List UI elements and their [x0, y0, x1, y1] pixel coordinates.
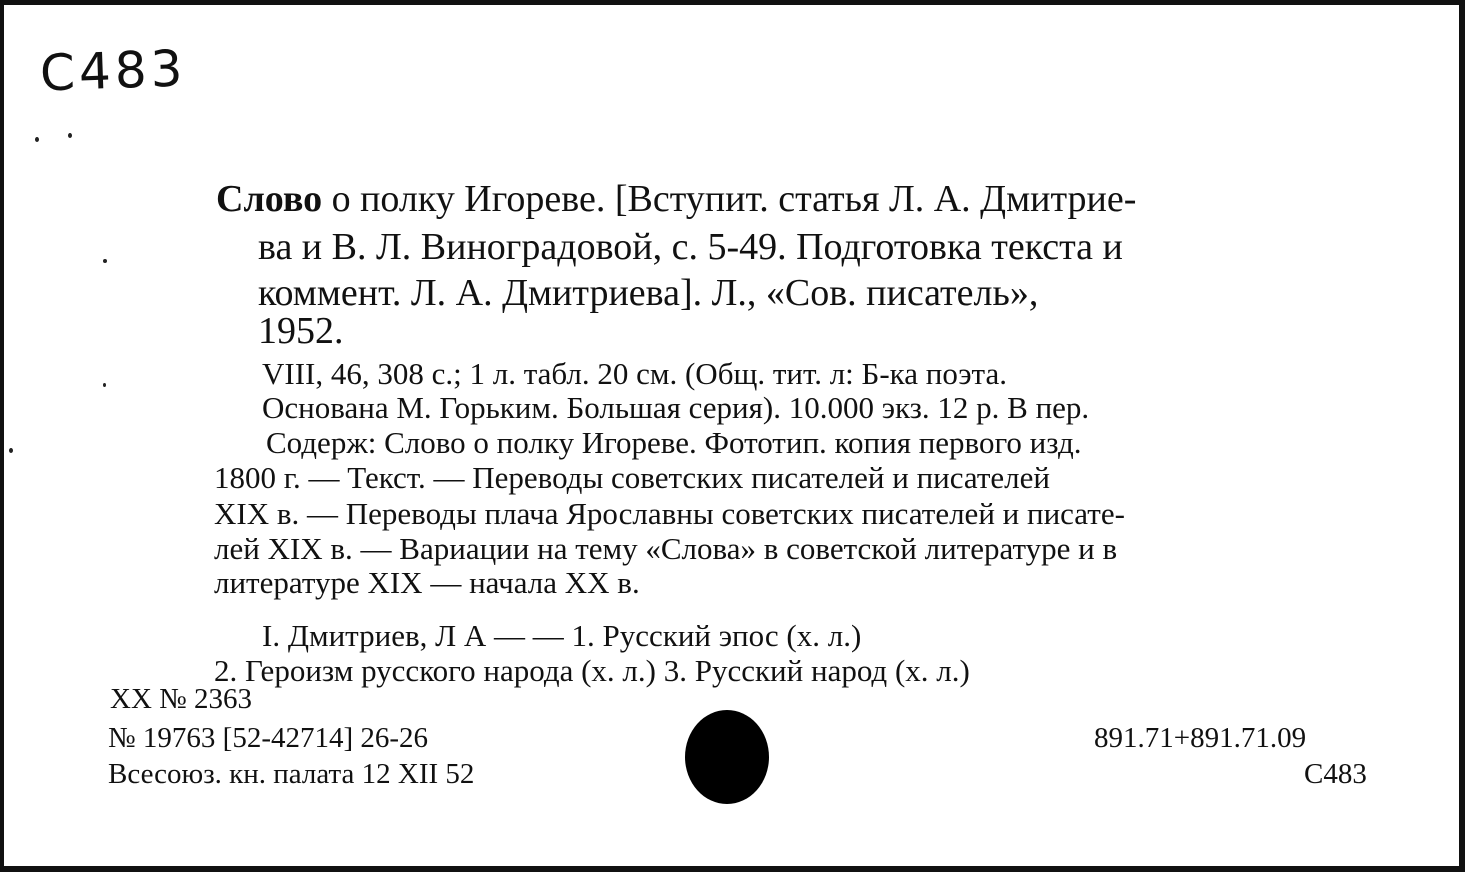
contents-line-2: 1800 г. — Текст. — Переводы советских писателей и писателей — [214, 460, 1050, 495]
contents-line-1: Содерж: Слово о полку Игореве. Фототип. копия первого изд. — [266, 425, 1082, 460]
classification-index: 891.71+891.71.09 — [1094, 722, 1307, 754]
handwritten-call-number: С483 — [39, 39, 188, 103]
punch-hole — [685, 710, 769, 804]
shelf-mark: С483 — [1304, 758, 1367, 790]
entry-line-4: 1952. — [258, 310, 344, 352]
contents-line-5: литературе XIX — начала XX в. — [214, 565, 640, 600]
entry-line-3: коммент. Л. А. Дмитриева]. Л., «Сов. писатель», — [258, 272, 1039, 314]
contents-line-4: лей XIX в. — Вариации на тему «Слова» в советской литературе и в — [214, 531, 1118, 566]
speck — [103, 383, 106, 387]
entry-line-2: ва и В. Л. Виноградовой, с. 5-49. Подготовка текста и — [258, 226, 1123, 268]
footer-chamber-date: Всесоюз. кн. палата 12 XII 52 — [108, 758, 475, 790]
card-border-left — [0, 0, 4, 872]
speck — [35, 137, 39, 142]
speck — [9, 448, 13, 453]
card-border-bottom — [0, 866, 1465, 872]
physical-line-1: VIII, 46, 308 с.; 1 л. табл. 20 см. (Общ. тит. л: Б-ка поэта. — [262, 356, 1007, 391]
tracings-line-1: I. Дмитриев, Л А — — 1. Русский эпос (х. л.) — [262, 618, 862, 653]
contents-line-3: XIX в. — Переводы плача Ярославны советских писателей и писате- — [214, 496, 1125, 531]
footer-series-number: XX № 2363 — [110, 683, 253, 715]
card-border-right — [1459, 0, 1465, 872]
entry-line-1 — [216, 180, 1136, 218]
speck — [68, 133, 72, 138]
entry-title-word: Слово — [216, 178, 323, 220]
entry-line-1-rest: о полку Игореве. [Вступит. статья Л. А. Дмитрие- — [322, 178, 1137, 220]
footer-card-number: № 19763 [52-42714] 26-26 — [108, 722, 429, 754]
speck — [103, 259, 107, 263]
tracings-line-2: 2. Героизм русского народа (х. л.) 3. Русский народ (х. л.) — [214, 653, 970, 688]
physical-line-2: Основана М. Горьким. Большая серия). 10.000 экз. 12 р. В пер. — [262, 390, 1090, 425]
card-border-top — [0, 0, 1465, 5]
